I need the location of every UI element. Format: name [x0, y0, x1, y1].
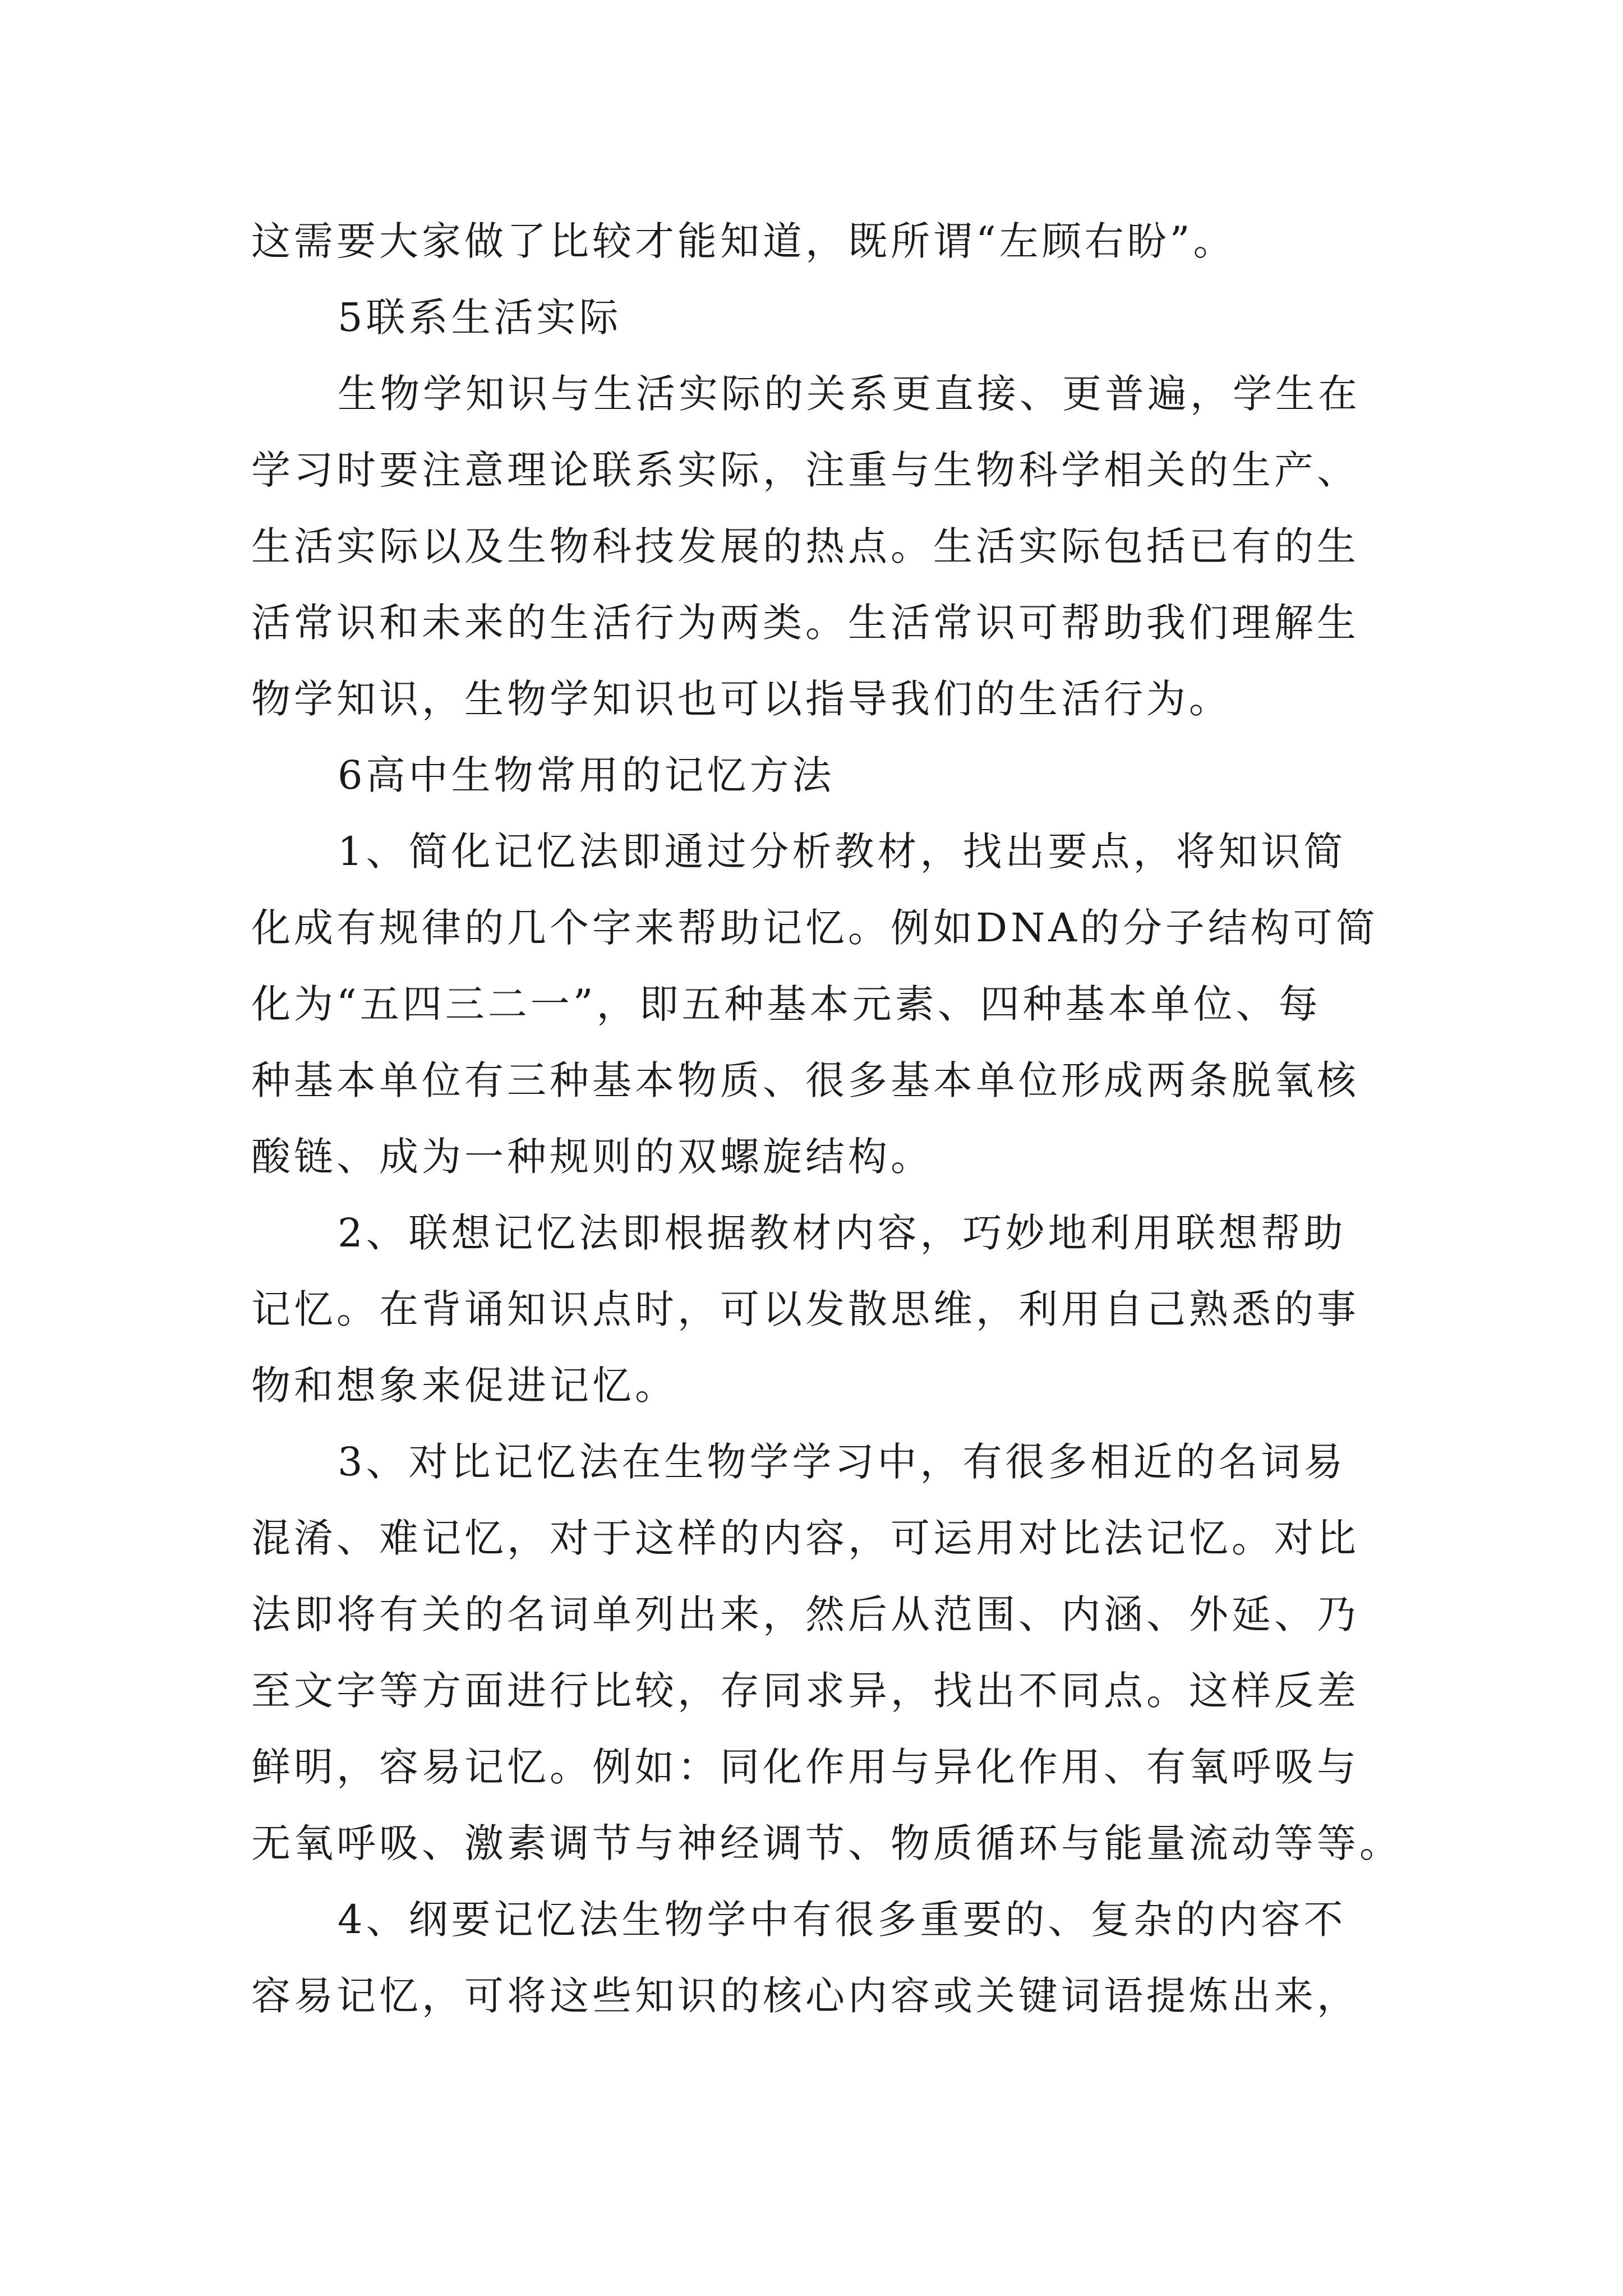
text-line: 化成有规律的几个字来帮助记忆。例如DNA的分子结构可简: [251, 905, 1378, 951]
text-line: 学习时要注意理论联系实际，注重与生物科学相关的生产、: [251, 447, 1359, 493]
document-body: [251, 203, 1401, 2034]
text-line: 记忆。在背诵知识点时，可以发散思维，利用自己熟悉的事: [251, 1286, 1359, 1332]
text-line: 活常识和未来的生活行为两类。生活常识可帮助我们理解生: [251, 600, 1359, 646]
section-heading: 5联系生活实际: [338, 295, 622, 341]
text-line: 至文字等方面进行比较，存同求异，找出不同点。这样反差: [251, 1668, 1359, 1714]
text-line: 2、联想记忆法即根据教材内容，巧妙地利用联想帮助: [338, 1210, 1347, 1256]
text-line: 生物学知识与生活实际的关系更直接、更普遍，学生在: [338, 371, 1361, 417]
text-line: 法即将有关的名词单列出来，然后从范围、内涵、外延、乃: [251, 1591, 1359, 1637]
text-line: 3、对比记忆法在生物学学习中，有很多相近的名词易: [338, 1439, 1347, 1485]
text-line: 种基本单位有三种基本物质、很多基本单位形成两条脱氧核: [251, 1057, 1359, 1103]
text-line: 物学知识，生物学知识也可以指导我们的生活行为。: [251, 676, 1232, 722]
text-line: 4、纲要记忆法生物学中有很多重要的、复杂的内容不: [338, 1897, 1347, 1943]
text-line: 这需要大家做了比较才能知道，既所谓“左顾右盼”。: [251, 218, 1236, 264]
text-line: 混淆、难记忆，对于这样的内容，可运用对比法记忆。对比: [251, 1515, 1359, 1561]
text-line: 容易记忆，可将这些知识的核心内容或关键词语提炼出来，: [251, 1973, 1359, 2019]
text-line: 生活实际以及生物科技发展的热点。生活实际包括已有的生: [251, 523, 1359, 569]
text-line: 物和想象来促进记忆。: [251, 1363, 677, 1409]
text-line: 1、简化记忆法即通过分析教材，找出要点，将知识简: [338, 829, 1347, 875]
text-line: 化为“五四三二一”，即五种基本元素、四种基本单位、每: [251, 981, 1321, 1027]
text-line: 鲜明，容易记忆。例如：同化作用与异化作用、有氧呼吸与: [251, 1744, 1359, 1790]
section-heading: 6高中生物常用的记忆方法: [338, 752, 835, 798]
text-line: 无氧呼吸、激素调节与神经调节、物质循环与能量流动等等。: [251, 1820, 1402, 1866]
text-line: 酸链、成为一种规则的双螺旋结构。: [251, 1134, 933, 1180]
